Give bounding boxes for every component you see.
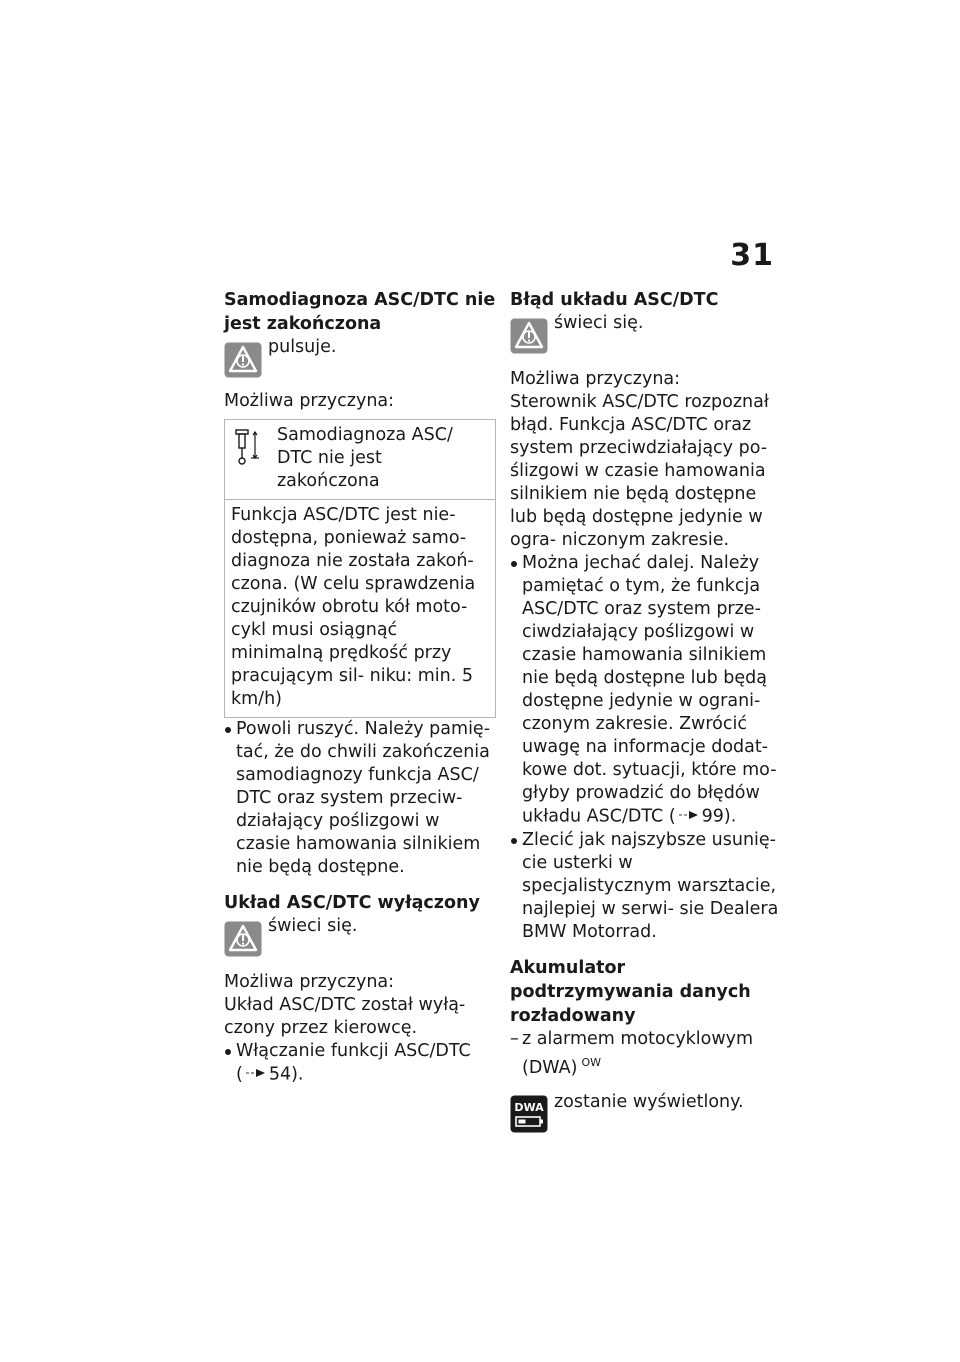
page-reference-arrow-icon	[678, 805, 700, 828]
bullet-list-asc-off	[224, 1040, 496, 1087]
dwa-icon-label: DWA	[514, 1101, 544, 1115]
section-title-self-diagnosis: Samodiagnoza ASC/DTC nie jest zakończona	[224, 290, 496, 334]
bullet-list-self-diagnosis	[224, 718, 496, 879]
section-title-backup-battery: Akumulator podtrzymywania danych rozładowany	[510, 957, 751, 1026]
page-number: 31	[730, 238, 774, 273]
ref-open-paren: (	[236, 1064, 243, 1085]
indicator-line-pulsing	[224, 336, 496, 382]
variant-text: z alarmem motocyklowym (DWA)	[522, 1028, 754, 1078]
list-item-text: Włączanie funkcji ASC/DTC	[236, 1041, 471, 1061]
list-item: Powoli ruszyć. Należy pamię- tać, że do chwili zakończenia samodiagnozy funkcja ASC/ DTC oraz system przeciw- działający poślizgowi w czasie hamowania silnikiem nie będą dostępne.	[224, 718, 496, 879]
possible-cause-label: Możliwa przyczyna:	[224, 972, 395, 992]
asc-warning-triangle-icon	[224, 342, 262, 385]
asc-warning-triangle-icon	[510, 318, 548, 361]
indicator-line-on	[224, 915, 496, 961]
section-title-asc-error: Błąd układu ASC/DTC	[510, 290, 719, 310]
lights-up-text: świeci się.	[268, 916, 358, 936]
note-box-title: Samodiagnoza ASC/ DTC nie jest zakończona	[277, 425, 453, 491]
displayed-text: zostanie wyświetlony.	[554, 1092, 744, 1113]
list-item-text: Można jechać dalej. Należy pamiętać o tym, że funkcja ASC/DTC oraz system prze- ciwdziałający poślizgowi w czasie hamowania silnikiem nie będą dostępne lub będą dostępne jedynie w ograni- czonym zakresie. Zwrócić uwagę na informacje dodat- kowe dot. sytuacji, które mo- głyby prowadzić do błędów układu ASC/DTC	[522, 553, 777, 827]
possible-cause-label: Możliwa przyczyna:	[224, 391, 395, 411]
note-box-self-diagnosis	[224, 419, 496, 718]
right-column	[510, 288, 782, 1137]
possible-cause-label: Możliwa przyczyna:	[510, 369, 681, 389]
note-box-body: Funkcja ASC/DTC jest nie- dostępna, ponieważ samo- diagnoza nie została zakoń- czona. (W celu sprawdzenia czujników obrotu kół moto- cykl musi osiągnąć minimalną prędkość przy pracującym sil- niku: min. 5 km/h)	[231, 505, 476, 709]
note-box-header	[225, 420, 495, 500]
indicator-line-on	[510, 312, 782, 358]
left-column	[224, 288, 496, 1087]
section-title-asc-off: Układ ASC/DTC wyłączony	[224, 893, 480, 913]
dwa-battery-icon	[510, 1095, 548, 1140]
page-reference-arrow-icon	[245, 1063, 267, 1086]
dash-marker: –	[510, 1028, 519, 1049]
bullet-list-asc-error	[510, 552, 782, 944]
list-item	[510, 552, 782, 829]
list-item: Zlecić jak najszybsze usunię- cie usterki w specjalistycznym warsztacie, najlepiej w serwi- sie Dealera BMW Motorrad.	[510, 829, 782, 944]
ref-open-paren: (	[668, 806, 676, 827]
possible-cause-text: Sterownik ASC/DTC rozpoznał błąd. Funkcja ASC/DTC oraz system przeciwdziałający po- ślizgowi w czasie hamowania silnikiem nie będą dostępne lub będą dostępne jedynie w ogra- niczonym zakresie.	[510, 392, 769, 550]
wheel-speed-sensor-icon	[231, 424, 271, 475]
variant-item	[510, 1028, 782, 1080]
possible-cause-text: Układ ASC/DTC został wyłą- czony przez kierowcę.	[224, 995, 466, 1038]
option-code: OW	[581, 1055, 601, 1069]
lights-up-text: świeci się.	[554, 313, 644, 333]
list-item	[224, 1040, 496, 1087]
asc-warning-triangle-icon	[224, 921, 262, 964]
pulsing-text: pulsuje.	[268, 337, 337, 357]
page-reference[interactable]: 99).	[701, 806, 737, 827]
page-reference[interactable]: 54).	[268, 1064, 304, 1085]
indicator-line-displayed	[510, 1091, 782, 1137]
